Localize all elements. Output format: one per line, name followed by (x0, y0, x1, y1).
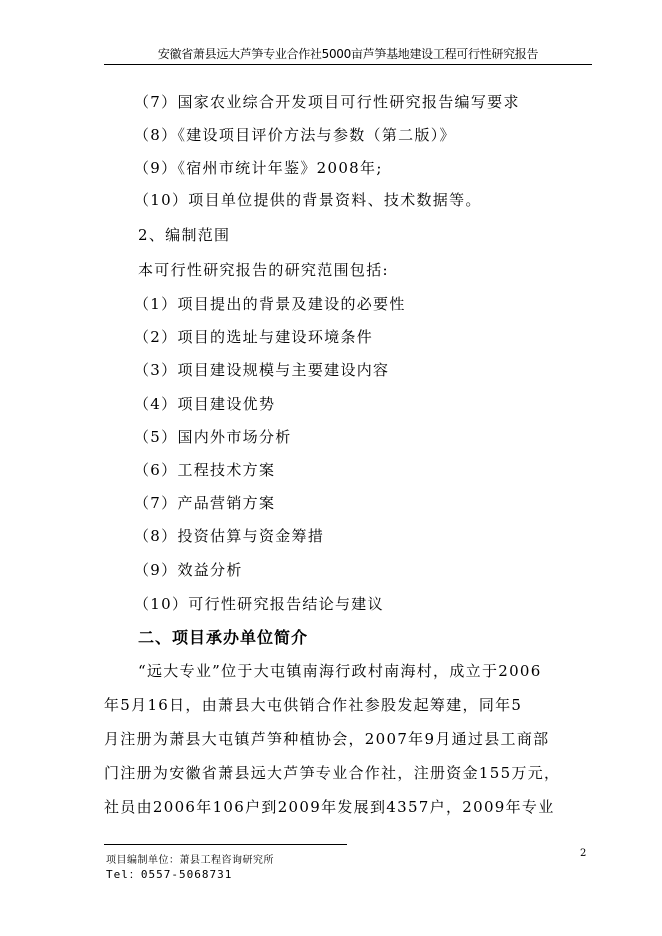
scope-item-9: （9）效益分析 (134, 561, 243, 579)
subsection-heading: 2、编制范围 (138, 226, 231, 244)
footer-rule (104, 844, 347, 845)
scope-item-10: （10）可行性研究报告结论与建议 (134, 595, 384, 613)
scope-item-7: （7）产品营销方案 (134, 494, 276, 512)
scope-item-4: （4）项目建设优势 (134, 395, 276, 413)
paragraph-line: “远大专业”位于大屯镇南海行政村南海村，成立于2006 (138, 662, 542, 680)
reference-item-10: （10）项目单位提供的背景资料、技术数据等。 (134, 191, 482, 209)
section-heading: 二、项目承办单位简介 (138, 628, 309, 647)
paragraph-line: 门注册为安徽省萧县远大芦笋专业合作社，注册资金155万元， (104, 764, 561, 782)
paragraph-line: 年5月16日，由萧县大屯供销合作社参股发起筹建，同年5 (104, 696, 523, 714)
scope-item-6: （6）工程技术方案 (134, 461, 276, 479)
footer-telephone: Tel：0557-5068731 (106, 868, 233, 881)
scope-item-3: （3）项目建设规模与主要建设内容 (134, 361, 390, 379)
reference-item-7: （7）国家农业综合开发项目可行性研究报告编写要求 (134, 93, 520, 111)
paragraph-line: 月注册为萧县大屯镇芦笋种植协会，2007年9月通过县工商部 (104, 730, 550, 748)
footer-organization: 项目编制单位：萧县工程咨询研究所 (106, 855, 274, 866)
scope-item-1: （1）项目提出的背景及建设的必要性 (134, 295, 406, 313)
page-number: 2 (580, 848, 587, 859)
scope-intro: 本可行性研究报告的研究范围包括: (138, 261, 389, 279)
scope-item-5: （5）国内外市场分析 (134, 428, 292, 446)
reference-item-8: （8）《建设项目评价方法与参数（第二版）》 (134, 126, 456, 144)
header-rule (104, 64, 592, 65)
paragraph-line: 社员由2006年106户到2009年发展到4357户，2009年专业 (104, 798, 555, 816)
reference-item-9: （9）《宿州市统计年鉴》2008年; (134, 159, 383, 177)
scope-item-2: （2）项目的选址与建设环境条件 (134, 328, 374, 346)
page-header-title: 安徽省萧县远大芦笋专业合作社5000亩芦笋基地建设工程可行性研究报告 (157, 47, 539, 61)
scope-item-8: （8）投资估算与资金筹措 (134, 527, 325, 545)
